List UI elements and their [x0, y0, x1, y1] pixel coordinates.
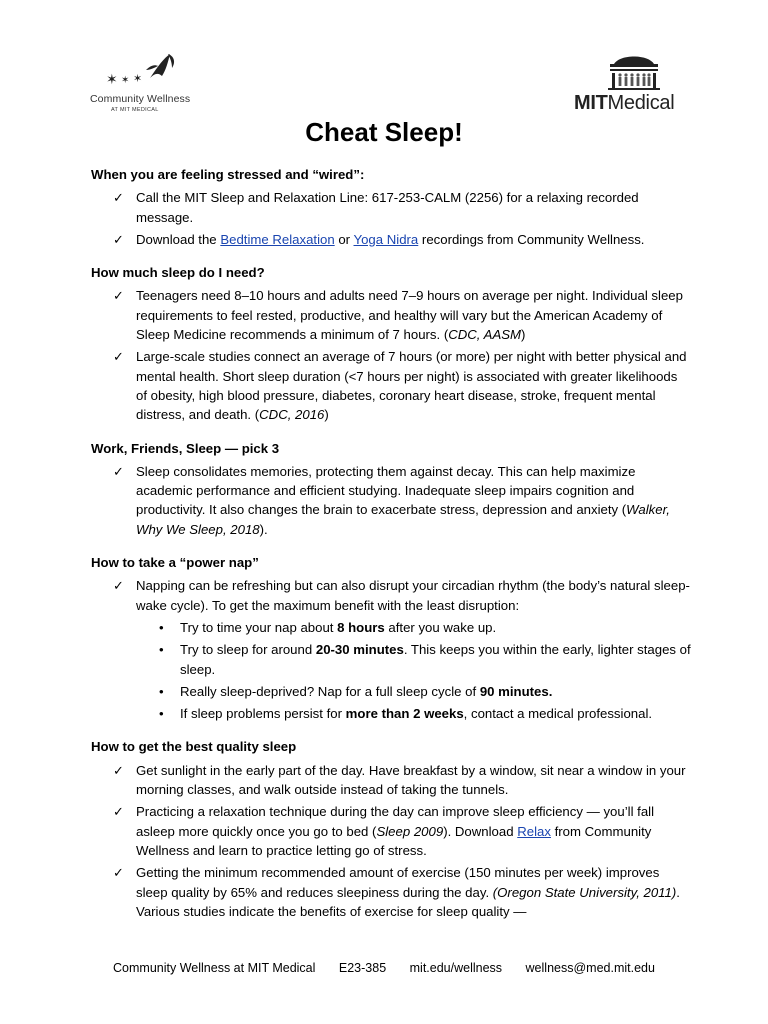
section — [91, 165, 691, 249]
svg-text:✶: ✶ — [106, 72, 118, 88]
resource-link[interactable]: Bedtime Relaxation — [220, 231, 335, 247]
body-text: . This keeps you within the early, lighter stages of sleep. — [180, 642, 691, 677]
check-icon: ✓ — [113, 865, 125, 881]
emphasis-text: more than 2 weeks — [345, 706, 464, 722]
body-text: , contact a medical professional. — [463, 706, 653, 722]
body-text: Teenagers need 8–10 hours and adults need 7–9 hours on average per night. Individual sleep requirements to feel rested, productive, and healthy will vary but the American Academy of Sleep Medicine recommends a minimum of 7 hours. ( — [136, 288, 683, 343]
body-text: Try to sleep for around — [180, 642, 316, 658]
checklist-item — [91, 188, 691, 227]
checklist-item — [91, 576, 691, 615]
body-text: Large-scale studies connect an average of 7 hours (or more) per night with better physical and mental health. Short sleep duration (<7 hours per night) is associated with greater likelihoods of obesity, high blood pressure, diabetes, coronary heart disease, stroke, frequent mental distress, and death. ( — [136, 349, 687, 423]
org-name-right — [574, 92, 674, 115]
svg-text:✶: ✶ — [133, 72, 143, 85]
org-name-right-prefix: MIT — [574, 92, 608, 114]
page-title: Cheat Sleep! — [305, 117, 463, 147]
document-body — [91, 165, 691, 935]
checklist-item — [91, 462, 691, 539]
check-icon: ✓ — [113, 349, 125, 365]
org-subname-left: AT MIT MEDICAL — [111, 107, 159, 113]
body-text: Practicing a relaxation technique during the day can improve sleep efficiency — you’ll fall asleep more quickly once you go to bed ( — [136, 804, 655, 839]
bullet-icon: • — [159, 683, 164, 699]
bullet-item — [91, 618, 691, 637]
footer-org: Community Wellness at MIT Medical — [113, 961, 316, 975]
body-text: or — [334, 231, 354, 247]
section-heading: How to take a “power nap” — [91, 555, 259, 571]
body-text: ) — [521, 327, 526, 343]
bullet-item — [91, 704, 691, 723]
body-text: Get sunlight in the early part of the day. Have breakfast by a window, sit near a window in your morning classes, and walk outside instead of taking the tunnels. — [136, 762, 686, 798]
footer-url[interactable]: mit.edu/wellness — [409, 961, 503, 975]
svg-text:✶: ✶ — [121, 75, 130, 86]
check-icon: ✓ — [113, 804, 125, 820]
footer-email[interactable]: wellness@med.mit.edu — [525, 961, 655, 975]
section — [91, 553, 691, 723]
section — [91, 737, 691, 921]
body-text: ). — [259, 521, 268, 537]
bullet-icon: • — [159, 642, 164, 658]
check-icon: ✓ — [113, 288, 125, 304]
body-text: Try to time your nap about — [180, 619, 338, 635]
checklist-item — [91, 230, 691, 249]
bullet-icon: • — [159, 619, 164, 635]
body-text: Getting the minimum recommended amount of exercise (150 minutes per week) improves sleep quality by 65% and reduces sleepiness during the day. — [136, 865, 660, 900]
body-text: recordings from Community Wellness. — [418, 231, 645, 247]
footer-room: E23-385 — [338, 961, 387, 975]
emphasis-text: 90 minutes. — [479, 683, 553, 699]
check-icon: ✓ — [113, 463, 125, 479]
bullet-item — [91, 682, 691, 701]
body-text: ) — [324, 407, 329, 423]
section-heading: When you are feeling stressed and “wired”: — [91, 167, 365, 182]
check-icon: ✓ — [113, 762, 125, 778]
body-text: If sleep problems persist for — [180, 706, 346, 722]
body-text: from Community Wellness and learn to practice letting go of stress. — [136, 823, 652, 858]
footer — [0, 961, 768, 975]
section — [91, 263, 691, 424]
body-text: Download the — [136, 231, 221, 247]
mit-medical-logo — [600, 50, 668, 92]
section-heading: How to get the best quality sleep — [91, 739, 297, 755]
body-text: . Various studies indicate the benefits of exercise for sleep quality — — [136, 884, 680, 919]
org-name-left: Community Wellness — [90, 93, 191, 105]
org-name-right-suffix: Medical — [607, 92, 675, 114]
citation-text: (Oregon State University, 2011) — [492, 884, 677, 900]
citation-text: CDC, 2016 — [259, 407, 325, 423]
checklist-item — [91, 863, 691, 921]
body-text: ). Download — [443, 823, 518, 839]
check-icon: ✓ — [113, 190, 125, 206]
body-text: Napping can be refreshing but can also disrupt your circadian rhythm (the body’s natural sleep-wake cycle). To get the maximum benefit with the least disruption: — [136, 578, 690, 613]
bullet-icon: • — [159, 706, 164, 722]
check-icon: ✓ — [113, 231, 125, 247]
checklist-item — [91, 761, 691, 800]
check-icon: ✓ — [113, 578, 125, 594]
checklist-item — [91, 286, 691, 344]
community-wellness-logo — [88, 48, 198, 116]
body-text: Really sleep-deprived? Nap for a full sleep cycle of — [180, 683, 480, 699]
citation-text: Walker, Why We Sleep, 2018 — [136, 502, 670, 537]
bullet-item — [91, 640, 691, 679]
section — [91, 439, 691, 539]
body-text: after you wake up. — [384, 619, 497, 635]
citation-text: CDC, AASM — [448, 327, 522, 343]
emphasis-text: 8 hours — [337, 619, 385, 635]
citation-text: Sleep 2009 — [376, 823, 444, 839]
section-heading: How much sleep do I need? — [91, 265, 265, 281]
checklist-item — [91, 802, 691, 860]
checklist-item — [91, 347, 691, 424]
body-text: Call the MIT Sleep and Relaxation Line: 617-253-CALM (2256) for a relaxing recorded message. — [136, 190, 639, 225]
resource-link[interactable]: Relax — [517, 823, 551, 839]
body-text: Sleep consolidates memories, protecting them against decay. This can help maximize academic performance and efficient studying. Inadequate sleep impairs cognition and productivity. It also changes the brain to exacerbate stress, depression and anxiety ( — [136, 463, 636, 518]
section-heading: Work, Friends, Sleep — pick 3 — [91, 440, 280, 456]
emphasis-text: 20-30 minutes — [315, 642, 404, 658]
resource-link[interactable]: Yoga Nidra — [353, 231, 419, 247]
